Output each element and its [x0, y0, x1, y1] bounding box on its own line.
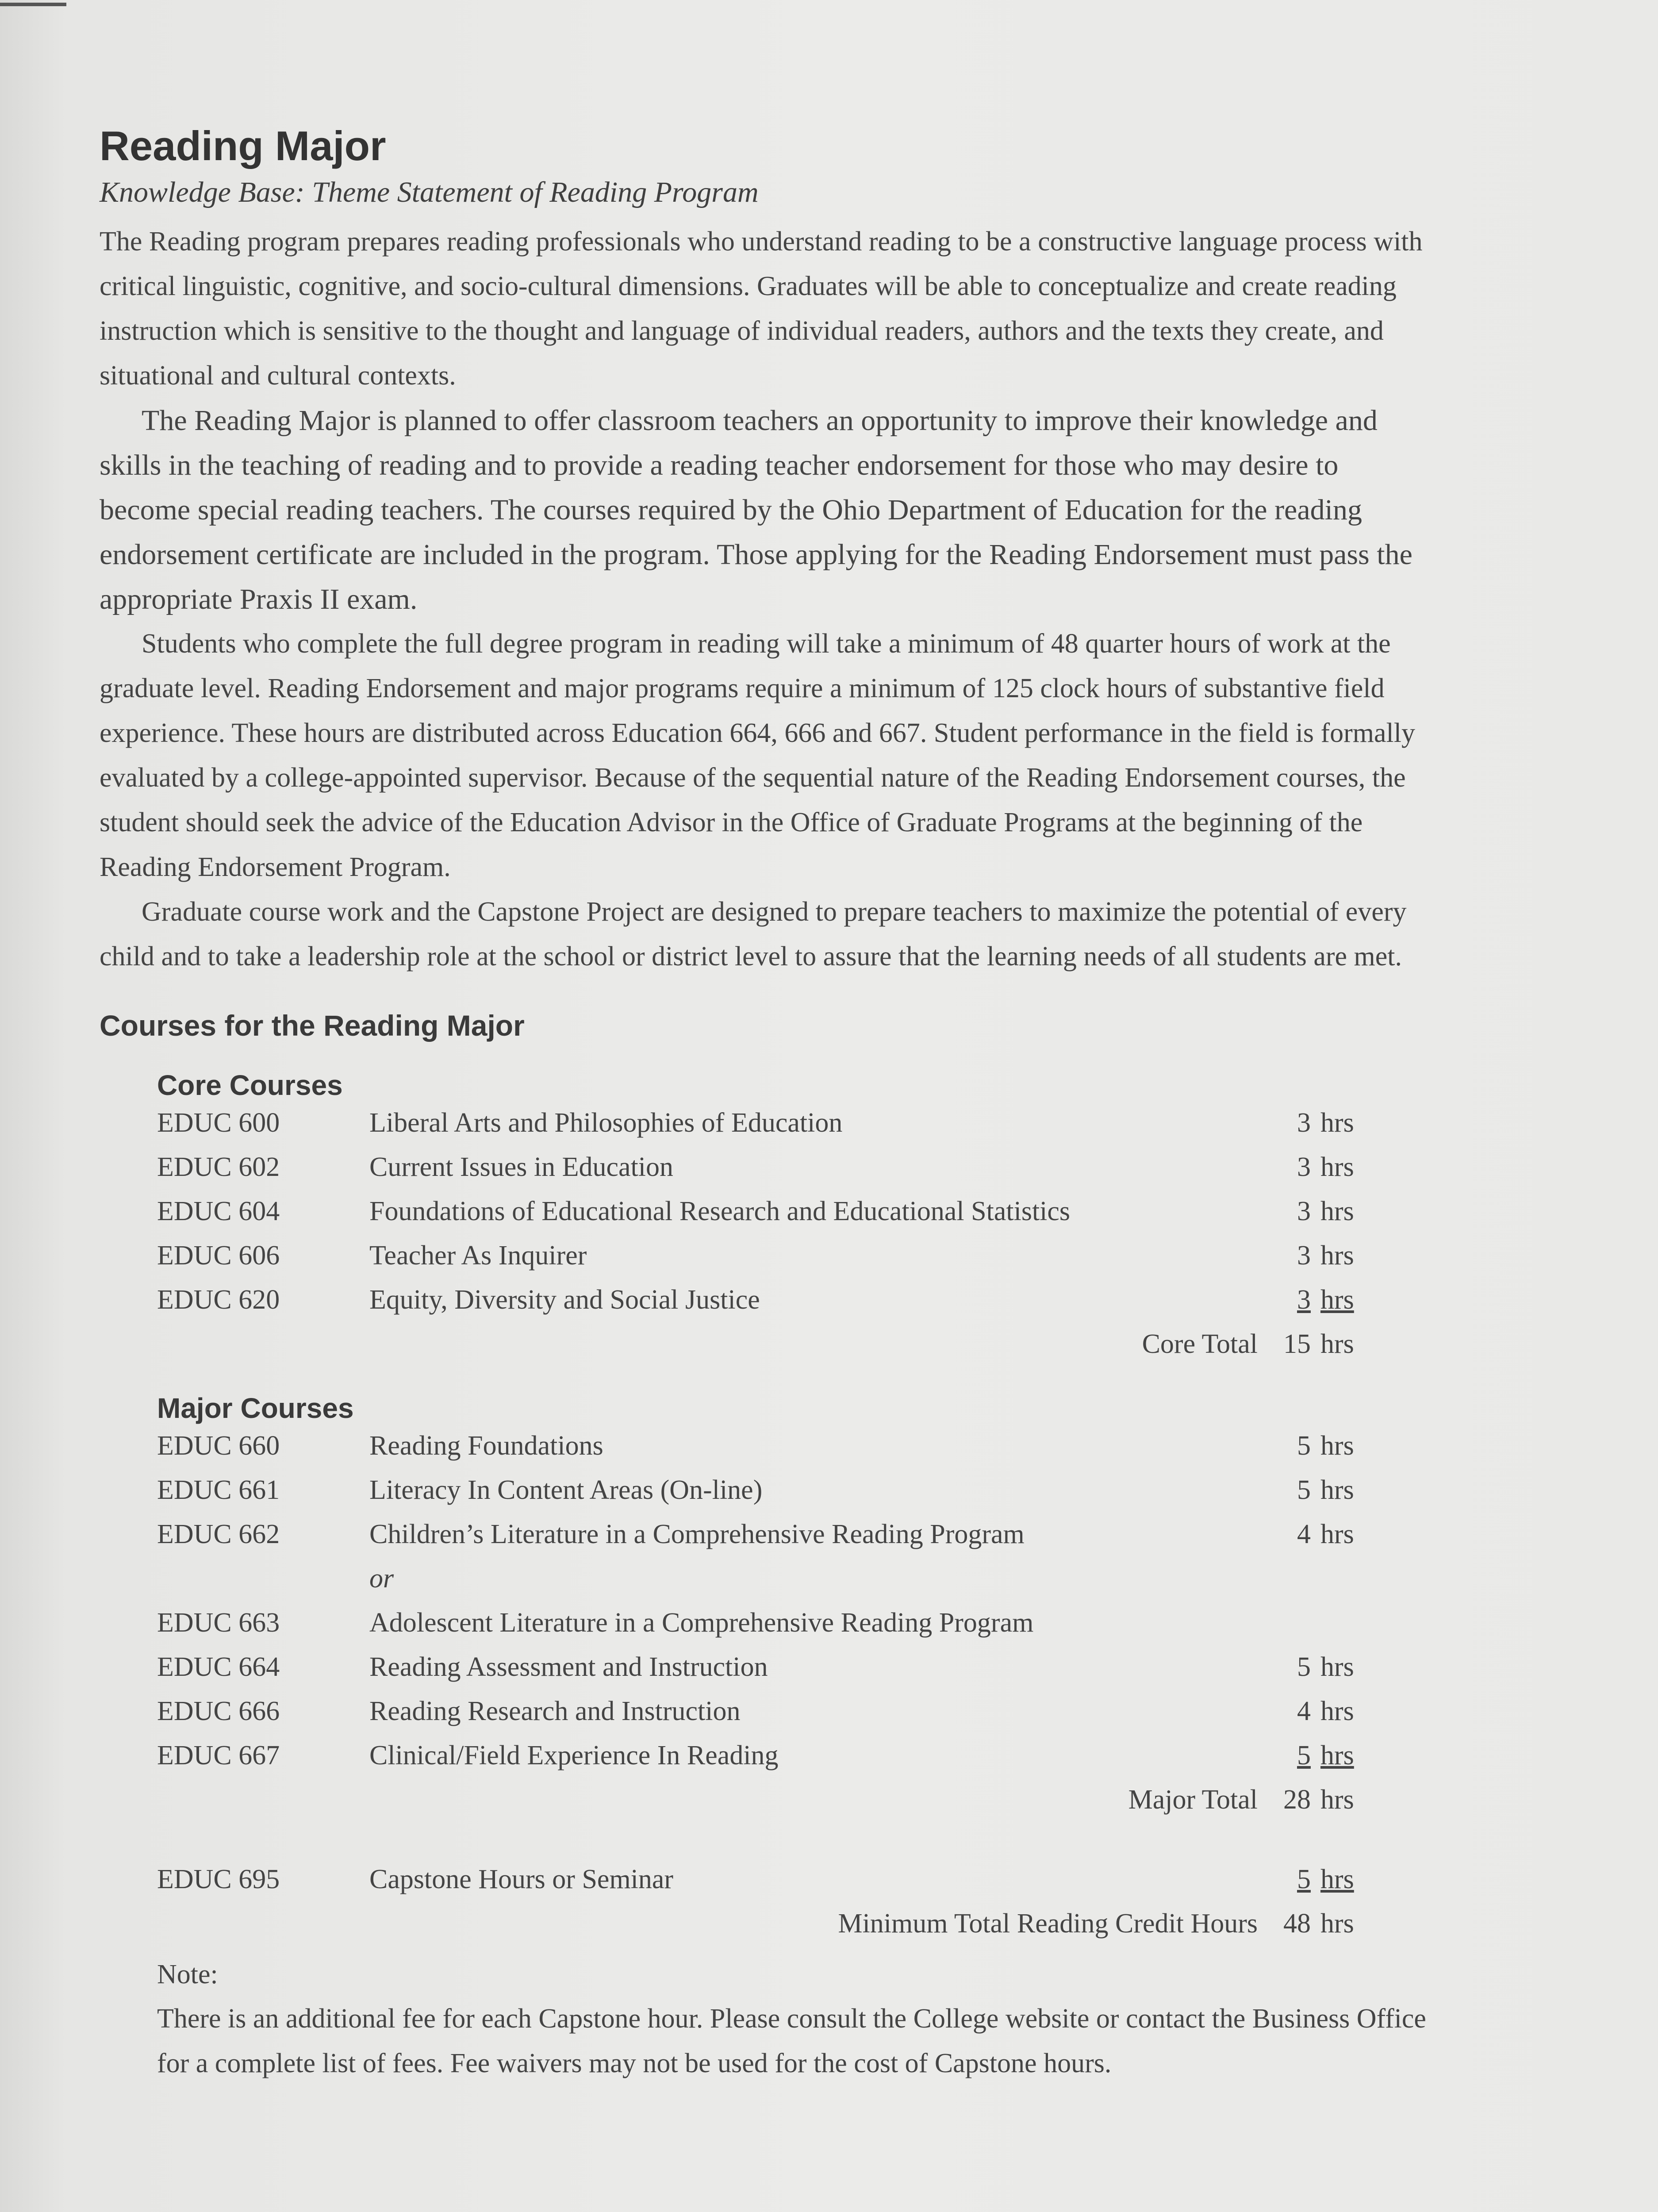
note-label: Note: — [157, 1959, 218, 1989]
course-code: EDUC 695 — [157, 1864, 280, 1894]
course-table — [157, 1063, 1365, 1952]
course-hours-unit: hrs — [1320, 1864, 1354, 1894]
core-total-label: Core Total — [1142, 1329, 1258, 1359]
course-hours-unit: hrs — [1320, 1152, 1354, 1182]
course-row — [157, 1519, 1365, 1563]
course-hours-unit: hrs — [1320, 1240, 1354, 1271]
course-title: Teacher As Inquirer — [369, 1240, 587, 1271]
course-hours: 3 — [1297, 1152, 1311, 1182]
course-code: EDUC 667 — [157, 1740, 280, 1770]
course-row — [157, 1430, 1365, 1475]
course-code: EDUC 661 — [157, 1475, 280, 1505]
major-total-label: Major Total — [1128, 1785, 1258, 1815]
major-courses-heading: Major Courses — [157, 1392, 354, 1424]
note-text: There is an additional fee for each Capstone hour. Please consult the College website or contact the Business Office for a complete list of fees. Fee waivers may not be used for the cost of Capstone hours. — [157, 2004, 1426, 2078]
body-paragraph: Graduate course work and the Capstone Project are designed to prepare teachers to maximize the potential of every child and to take a leadership role at the school or district level to assure that the learning needs of all students are met. — [100, 897, 1407, 972]
course-code: EDUC 620 — [157, 1285, 280, 1315]
course-hours-unit: hrs — [1320, 1431, 1354, 1461]
course-row — [157, 1696, 1365, 1740]
course-row — [157, 1284, 1365, 1329]
courses-heading: Courses for the Reading Major — [100, 1009, 525, 1042]
course-title: Reading Research and Instruction — [369, 1696, 741, 1726]
body-paragraph: Students who complete the full degree program in reading will take a minimum of 48 quarter hours of work at the graduate level. Reading Endorsement and major programs require a minimum of 125 clock hours of substantive field experience. These hours are distributed across Education 664, 666 and 667. Student performance in the field is formally evaluated by a college-appointed supervisor. Because of the sequential nature of the Reading Endorsement courses, the student should seek the advice of the Education Advisor in the Office of Graduate Programs at the beginning of the Reading Endorsement Program. — [100, 629, 1415, 882]
intro-paragraph: The Reading program prepares reading professionals who understand reading to be a constructive language process with critical linguistic, cognitive, and socio-cultural dimensions. Graduates will be able to conceptualize and create reading instruction which is sensitive to the thought and language of individual readers, authors and the texts they create, and situational and cultural contexts. — [100, 227, 1423, 391]
grand-total-label: Minimum Total Reading Credit Hours — [838, 1909, 1258, 1939]
crop-mark-top — [0, 3, 66, 6]
course-hours-unit: hrs — [1320, 1285, 1354, 1315]
course-hours-unit: hrs — [1320, 1519, 1354, 1549]
course-title: Foundations of Educational Research and Educational Statistics — [369, 1196, 1071, 1226]
major-total-unit: hrs — [1320, 1785, 1354, 1815]
course-code: EDUC 663 — [157, 1608, 280, 1638]
course-title: Reading Foundations — [369, 1431, 603, 1461]
course-hours: 3 — [1297, 1196, 1311, 1226]
course-hours: 4 — [1297, 1519, 1311, 1549]
course-row — [157, 1196, 1365, 1240]
course-title: Children’s Literature in a Comprehensive Reading Program — [369, 1519, 1025, 1549]
course-code: EDUC 660 — [157, 1431, 280, 1461]
course-title: Liberal Arts and Philosophies of Education — [369, 1108, 843, 1138]
major-total-hours: 28 — [1283, 1785, 1311, 1815]
body-paragraph: The Reading Major is planned to offer classroom teachers an opportunity to improve their knowledge and skills in the teaching of reading and to provide a reading teacher endorsement for those who may desire to become special reading teachers. The courses required by the Ohio Department of Education for the reading endorsement certificate are included in the program. Those applying for the Reading Endorsement must pass the appropriate Praxis II exam. — [100, 404, 1412, 615]
course-row — [157, 1152, 1365, 1196]
or-label: or — [369, 1563, 394, 1594]
course-code: EDUC 664 — [157, 1652, 280, 1682]
course-hours: 5 — [1297, 1475, 1311, 1505]
course-code: EDUC 606 — [157, 1240, 280, 1271]
course-hours-unit: hrs — [1320, 1696, 1354, 1726]
course-hours: 4 — [1297, 1696, 1311, 1726]
course-hours: 5 — [1297, 1652, 1311, 1682]
course-row — [157, 1651, 1365, 1696]
course-code: EDUC 600 — [157, 1108, 280, 1138]
course-hours: 3 — [1297, 1240, 1311, 1271]
course-hours: 5 — [1297, 1431, 1311, 1461]
course-hours-unit: hrs — [1320, 1108, 1354, 1138]
grand-total-unit: hrs — [1320, 1909, 1354, 1939]
course-hours: 3 — [1297, 1108, 1311, 1138]
major-total-row — [157, 1784, 1365, 1828]
course-title: Equity, Diversity and Social Justice — [369, 1285, 760, 1315]
course-title: Capstone Hours or Seminar — [369, 1864, 674, 1894]
course-code: EDUC 602 — [157, 1152, 280, 1182]
course-hours: 5 — [1297, 1740, 1311, 1770]
course-row — [157, 1475, 1365, 1519]
course-code: EDUC 662 — [157, 1519, 280, 1549]
capstone-row — [157, 1864, 1365, 1908]
course-code: EDUC 666 — [157, 1696, 280, 1726]
grand-total-row — [157, 1908, 1365, 1952]
course-title: Current Issues in Education — [369, 1152, 674, 1182]
course-hours: 3 — [1297, 1285, 1311, 1315]
course-hours-unit: hrs — [1320, 1475, 1354, 1505]
grand-total-hours: 48 — [1283, 1909, 1311, 1939]
course-row — [157, 1107, 1365, 1152]
course-hours: 5 — [1297, 1864, 1311, 1894]
page-title: Reading Major — [100, 123, 386, 169]
core-total-unit: hrs — [1320, 1329, 1354, 1359]
course-title: Reading Assessment and Instruction — [369, 1652, 768, 1682]
course-hours-unit: hrs — [1320, 1196, 1354, 1226]
core-total-row — [157, 1329, 1365, 1373]
course-row — [157, 1607, 1365, 1651]
course-hours-unit: hrs — [1320, 1740, 1354, 1770]
course-title: Literacy In Content Areas (On-line) — [369, 1475, 763, 1505]
core-total-hours: 15 — [1283, 1329, 1311, 1359]
course-alternative-row — [157, 1563, 1365, 1607]
course-hours-unit: hrs — [1320, 1652, 1354, 1682]
course-row — [157, 1240, 1365, 1284]
page-subtitle: Knowledge Base: Theme Statement of Reading Program — [100, 176, 759, 208]
course-code: EDUC 604 — [157, 1196, 280, 1226]
course-row — [157, 1740, 1365, 1784]
page-content — [100, 119, 1435, 2086]
core-courses-heading: Core Courses — [157, 1069, 343, 1101]
course-title: Clinical/Field Experience In Reading — [369, 1740, 779, 1770]
course-title: Adolescent Literature in a Comprehensive Reading Program — [369, 1608, 1034, 1638]
